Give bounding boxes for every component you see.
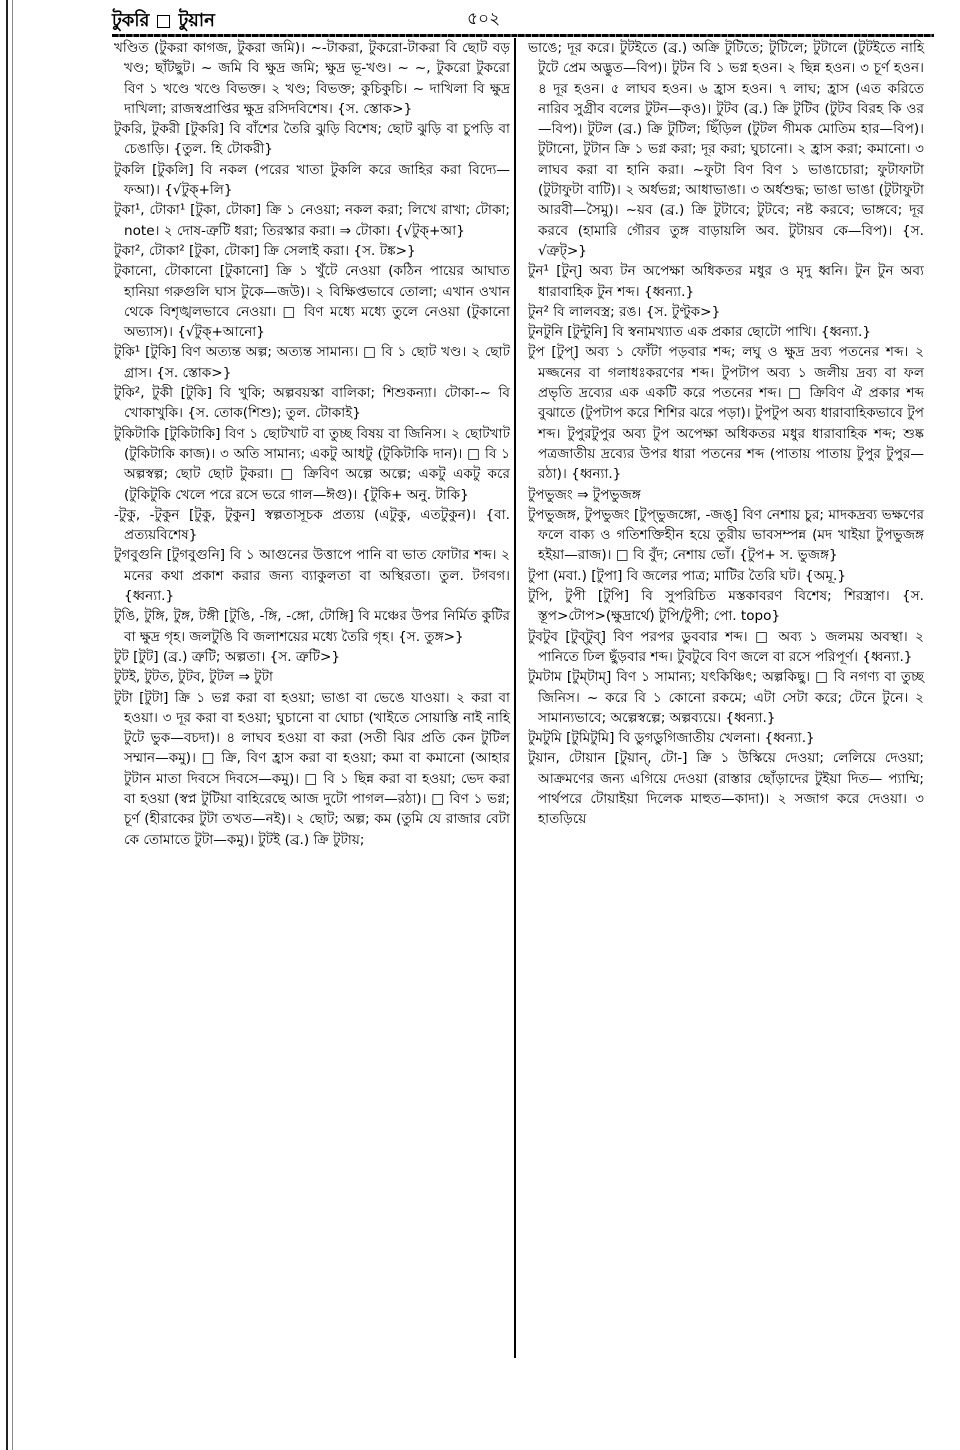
dictionary-entry: খণ্ডিত (টুকরা কাগজ, টুকরা জমি)। ~-টাকরা, টুকরো-টাকরা বি ছোট বড় খণ্ড; ছাঁটছুট। ~ জমি বি ক্ষুদ্র জমি; ক্ষুদ্র ভূ-খণ্ড। ~ ~, টুকরো টুকরো বিণ ১ খণ্ডে খণ্ডে বিভক্ত। ২ খণ্ড; বিভক্ত; কুচিকুচি। ~ দাখিলা বি ক্ষুদ্র দাখিলা; রাজস্বপ্রাপ্তির ক্ষুদ্র রসিদবিশেষ। {স. স্তোক>} (114, 40, 510, 117)
dictionary-entry: টুনটুনি [টুন্টুনি] বি স্বনামখ্যাত এক প্রকার ছোটো পাখি। {ধ্বন্যা.} (528, 324, 871, 341)
dictionary-entry: টুন¹ [টুন্] অব্য টন অপেক্ষা অধিকতর মধুর ও মৃদু ধ্বনি। টুন টুন অব্য ধারাবাহিক টুন শব্দ। {ধ্বন্যা.} (528, 263, 924, 300)
dictionary-entry: টুয়ান, টোয়ান [টুয়ান্, টো-] ক্রি ১ উস্কিয়ে দেওয়া; লেলিয়ে দেওয়া; আক্রমণের জন্য এগিয়ে দেওয়া (রাস্তার ছোঁড়াদের টুইয়া দিত— প্যাম্মি; পার্থপরে টোয়াইয়া দিলেক মাহুত—কাদা)। ২ সজাগ করে দেওয়া। ৩ হাতড়িয়ে (528, 750, 924, 828)
dictionary-entry: টুমটুমি [টুমিটুমি] বি ডুগডুগিজাতীয় খেলনা। {ধ্বন্যা.} (528, 730, 815, 747)
dictionary-entry: টুন² বি লালবস্ত্র; রঙ। {স. টুণ্টুক>} (528, 303, 721, 320)
dictionary-entry: টুকা¹, টোকা¹ [টুকা, টোকা] ক্রি ১ নেওয়া; নকল করা; লিখে রাখা; টোকা; note। ২ দোষ-ত্রুটি ধরা; তিরস্কার করা। ⇒ টোকা। {√টুক্+আ} (114, 202, 510, 239)
dictionary-entry: টুটা [টুটা] ক্রি ১ ভগ্ন করা বা হওয়া; ভাঙা বা ভেঙে যাওয়া। ২ করা বা হওয়া। ৩ দূর করা বা হওয়া; ঘুচানো বা ঘোচা (খাইতে সোয়াস্তি নাই নাহি টুটে ভুক—বচদা)। ৪ লাঘব হওয়া বা করা (সতী ঝির প্রতি কেন টুটিল সম্মান—কমু)। □ ক্রি, বিণ হ্রাস করা বা হওয়া; কমা বা কমানো (আহার টুটান মাতা দিবসে দিবসে—কমু)। □ বি ১ ছিন্ন করা বা হওয়া; ভেদ করা বা হওয়া (স্বপ্ন টুটিয়া বাহিরেছে আজ দুটো পাগল—রঠা)। □ বিণ ১ ভগ্ন; চূর্ণ (হীরাকের টুটা তখত—নই)। ২ ছোট; অল্প; কম (তুমি যে রাজার বেটা কে তোমাতে টুটা—কমু)। টুটই (ব্র.) ক্রি টুটায়; (114, 689, 510, 848)
dictionary-entry: টুটই, টুটত, টুটব, টুটল ⇒ টুটা (114, 669, 273, 686)
page-binding-edge (6, 0, 8, 1450)
dictionary-entry: টুকরি, টুকরী [টুকরি] বি বাঁশের তৈরি ঝুড়ি বিশেষ; ছোট ঝুড়ি বা চুপড়ি বা চেঙাড়ি। {তুল. হি টোকরী} (114, 121, 510, 158)
dictionary-entry: টুপ [টুপ্] অব্য ১ ফোঁটা পড়বার শব্দ; লঘু ও ক্ষুদ্র দ্রব্য পতনের শব্দ। ২ মজ্জনের বা গলাধঃকরণের শব্দ। টুপটাপ অব্য ১ জলীয় দ্রব্য বা ফল প্রভৃতি দ্রব্যের এক একটি করে পতনের শব্দ। □ ক্রিবিণ ঐ প্রকার শব্দ বুঝাতে (টুপটাপ করে শিশির ঝরে পড়া)। টুপটুপ অব্য ধারাবাহিকভাবে টুপ শব্দ। টুপুরটুপুর অব্য টুপ অপেক্ষা অধিকতর মধুর ধারাবাহিক শব্দ; শুষ্ক পত্রজাতীয় দ্রব্যের উপর ধারা পতনের শব্দ (পাতায় পাতায় টুপুর টুপুর—রঠা)। {ধ্বন্যা.} (528, 344, 924, 483)
dictionary-entry: টুঙি, টুঙ্গি, টুঙ্গ, টঙ্গী [টুঙি, -ঙ্গি, -ঙ্গো, টোঙ্গি] বি মঞ্চের উপর নির্মিত কুটির বা ক্ষুদ্র গৃহ। জলটুঙি বি জলাশয়ের মধ্যে তৈরি গৃহ। {স. তুঙ্গ>} (114, 608, 510, 645)
page-header (112, 6, 934, 36)
dictionary-entry: টুপি, টুপী [টুপি] বি সুপরিচিত মস্তকাবরণ বিশেষ; শিরস্ত্রাণ। {স. স্তূপ>টোপ>(ক্ষুদ্রার্থে) টুপি/টুপী; পো. topo} (528, 588, 924, 625)
dictionary-entry: টুপা (মবা.) [টুপা] বি জলের পাত্র; মাটির তৈরি ঘট। {অমূ.} (528, 567, 846, 584)
dictionary-entry: টুকানো, টোকানো [টুকানো] ক্রি ১ খুঁটে নেওয়া (কঠিন পায়ের আঘাত হানিয়া গরুগুলি ঘাস টুকে—জউ)। ২ বিক্ষিপ্তভাবে তোলা; এখান ওখান থেকে বিশৃঙ্খলভাবে নেওয়া। □ বিণ মধ্যে মধ্যে তুলে নেওয়া (টুকানো অভ্যাস)। {√টুক্+আনো} (114, 263, 510, 341)
column-divider (514, 38, 516, 1358)
dictionary-entry: টুট [টুট] (ব্র.) ত্রুটি; অল্পতা। {স. ত্রুটি>} (114, 648, 341, 665)
dictionary-entry: টুকি¹ [টুকি] বিণ অত্যন্ত অল্প; অত্যন্ত সামান্য। □ বি ১ ছোট খণ্ড। ২ ছোট গ্রাস। {স. স্তোক>} (114, 344, 510, 381)
guide-separator-box-icon (157, 15, 170, 28)
dictionary-entry: টুমটাম [টুম্টাম্] বিণ ১ সামান্য; যৎকিঞ্চিৎ; অল্পকিছু। □ বি নগণ্য বা তুচ্ছ জিনিস। ~ করে বি ১ কোনো রকমে; এটা সেটা করে; টেনে টুনে। ২ সামান্যভাবে; অল্পেস্বল্পে; অল্পব্যয়ে। {ধ্বন্যা.} (528, 669, 924, 726)
dictionary-entry: টুকি², টুকী [টুকি] বি খুকি; অল্পবয়স্কা বালিকা; শিশুকন্যা। টোকা-~ বি খোকাখুকি। {স. তোক(শিশু); তুল. টোকাই} (114, 385, 510, 422)
right-column (528, 38, 924, 830)
dictionary-entry: টুগবুগুনি [টুগবুগুনি] বি ১ আগুনের উত্তাপে পানি বা ভাত ফোটার শব্দ। ২ মনের কথা প্রকাশ করার জন্য ব্যাকুলতা বা অস্থিরতা। তুল. টগবগ। {ধ্বন্যা.} (114, 547, 510, 605)
dictionary-entry: ভাঙে; দূর করে। টুটইতে (ব্র.) অক্রি টুটিতে; টুটিলে; টুটালে (টুটইতে নাহি টুটে প্রেম অদ্ভুত—বিপ)। টুটন বি ১ ভগ্ন হওন। ২ ছিন্ন হওন। ৩ চূর্ণ হওন। ৪ দূর হওন। ৫ লাঘব হওন। ৬ হ্রাস হওন। ৭ লাঘ; হ্রাস (এত করিতে নারিব সুগ্রীব বলের টুটন—কৃও)। টুটব (ব্র.) ক্রি টুটিব (টুটব বিরহ কি ওর—বিপ)। টুটল (ব্র.) ক্রি টুটিল; ছিঁড়িল (টুটল গীমক মোতিম হার—বিপ)। টুটানো, টুটান ক্রি ১ ভগ্ন করা; দূর করা; ঘুচানো। ২ হ্রাস করা; কমানো। ৩ লাঘব করা বা হানি করা। ~ফুটা বিণ বিণ ১ ভাঙাচোরা; ফুটাফাটা (টুটাফুটা বাটি)। ২ অর্ধভগ্ন; আধাভাঙা। ৩ অর্ধশুদ্ধ; ভাঙা ভাঙা (টুটাফুটা আরবী—সৈমু)। ~য়ব (ব্র.) ক্রি টুটাবে; টুটবে; নষ্ট করবে; ভাঙ্গবে; দূর করবে (হামারি গৌরব তুঙ্গ বাড়ায়লি অব. টুটায়ব কে—বিপ)। {স. √ত্রুট্>} (528, 40, 924, 259)
guide-word-last: টুয়ান (178, 10, 215, 31)
dictionary-entry: টুকলি [টুকলি] বি নকল (পরের খাতা টুকলি করে জাহির করা বিদ্যে— ফআ)। {√টুক্+লি} (114, 161, 510, 199)
page-binding-edge-inner (12, 0, 13, 1450)
dictionary-entry: টুবটুব [টুব্টুব্] বিণ পরপর ডুববার শব্দ। □ অব্য ১ জলময় অবস্থা। ২ পানিতে ঢিল ছুঁড়বার শব্দ। টুবটুবে বিণ জলে বা রসে পরিপূর্ণ। {ধ্বন্যা.} (528, 628, 924, 665)
dictionary-entry: টুকা², টোকা² [টুকা, টোকা] ক্রি সেলাই করা। {স. টঙ্ক>} (114, 242, 416, 259)
left-column (114, 38, 510, 850)
dictionary-entry: -টুকু, -টুকুন [টুকু, টুকুন] স্বল্পতাসূচক প্রত্যয় (এটুকু, এতটুকুন)। {বা. প্রত্যয়বিশেষ} (114, 506, 510, 544)
dictionary-entry: টুকিটাকি [টুকিটাকি] বিণ ১ ছোটখাট বা তুচ্ছ বিষয় বা জিনিস। ২ ছোটখাট (টুকিটাকি কাজ)। ৩ অতি সামান্য; একটু আধটু (টুকিটাকি দান)। □ বি ১ অল্পস্বল্প; ছোট ছোট টুকরা। □ ক্রিবিণ অল্পে অল্পে; একটু একটু করে (টুকিটুকি খেলে পরে রসে ভরে গাল—ঈগু)। {টুকি+ অনু. টাকি} (114, 425, 510, 503)
page-number: ৫০২ (467, 9, 501, 29)
dictionary-entry: টুপভুজং ⇒ টুপভুজঙ্গ (528, 486, 641, 503)
guide-words (112, 6, 215, 37)
guide-word-first: টুকরি (112, 10, 150, 31)
header-rule (112, 34, 934, 37)
dictionary-entry: টুপভুজঙ্গ, টুপভুজং [টুপ্ভুজঙ্গো, -জঙ্] বিণ নেশায় চুর; মাদকদ্রব্য ভক্ষণের ফলে বাক্য ও গতিশক্তিহীন হয়ে তুরীয় ভাবসম্পন্ন (মদ খাইয়া টুপভুজঙ্গ হইয়া—রাজ)। □ বি বুঁদ; নেশায় ভোঁ। {টুপ+ স. ভুজঙ্গ} (528, 506, 924, 564)
